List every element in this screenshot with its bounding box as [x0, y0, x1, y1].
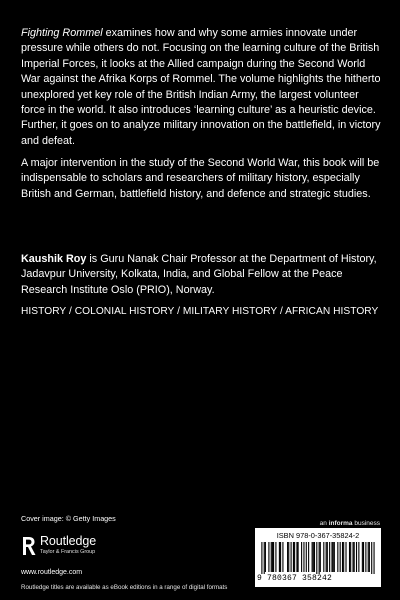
barcode-bar: [291, 542, 292, 572]
barcode-bar: [354, 542, 355, 572]
barcode-bar: [356, 542, 357, 572]
barcode-bar: [352, 542, 353, 572]
barcode-bar: [345, 542, 346, 572]
barcode-bar: [301, 542, 302, 572]
barcode-bar: [280, 542, 281, 572]
barcode-bar: [327, 542, 328, 572]
barcode-bar: [296, 542, 297, 572]
author-name: Kaushik Roy: [21, 253, 87, 265]
barcode-bar: [294, 542, 295, 572]
barcode-bar: [350, 542, 351, 572]
isbn-label: ISBN 978-0-367-35824-2: [276, 531, 360, 540]
isbn-barcode: [255, 528, 381, 587]
barcode-bar: [334, 542, 335, 572]
barcode-bar: [261, 542, 262, 574]
ebook-note: Routledge titles are available as eBook editions in a range of digital formats: [21, 584, 228, 591]
barcode-bar: [265, 542, 266, 572]
barcode-bar: [264, 542, 265, 574]
barcode-bar: [365, 542, 366, 572]
barcode-digits: 9 780367 358242: [257, 574, 333, 583]
barcode-bar: [287, 542, 288, 572]
blurb-paragraph-1: [21, 26, 383, 149]
barcode-bar: [313, 542, 314, 572]
barcode-bar: [337, 542, 338, 572]
barcode-bar: [282, 542, 283, 572]
cover-image-credit: Cover image: © Getty Images: [21, 514, 116, 523]
barcode-bars: [259, 542, 377, 574]
barcode-bar: [369, 542, 370, 572]
barcode-bar: [271, 542, 272, 572]
barcode-bar: [298, 542, 299, 572]
barcode-bar: [343, 542, 344, 572]
barcode-bar: [323, 542, 324, 572]
barcode-bar: [273, 542, 274, 572]
barcode-bar: [326, 542, 327, 572]
barcode-bar: [308, 542, 309, 572]
barcode-bar: [319, 542, 320, 574]
book-title-italic: Fighting Rommel: [21, 27, 103, 39]
barcode-bar: [374, 542, 375, 574]
barcode-bar: [316, 542, 317, 574]
barcode-bar: [268, 542, 269, 572]
informa-suffix: business: [352, 520, 380, 527]
barcode-bar: [349, 542, 350, 572]
publisher-url: www.routledge.com: [21, 569, 83, 576]
barcode-bar: [275, 542, 276, 572]
barcode-bar: [362, 542, 363, 572]
author-bio: [21, 252, 383, 298]
publisher-subtitle: Taylor & Francis Group: [40, 549, 96, 555]
blurb-paragraph-1-text: examines how and why some armies innovate under pressure while others do not. Focusing on the learning culture of the British Imperial Forces, it looks at the Allied campaign during the Second World War against the Afrika Korps of Rommel. The volume highlights the hitherto unexplored yet key role of the British Indian Army, the largest volunteer force in the world. It also introduces ‘learning culture’ as a heuristic device. Further, it goes on to analyze military innovation on the battlefield, in victory and defeat.: [21, 27, 381, 147]
routledge-r-icon: [21, 536, 36, 556]
barcode-bar: [333, 542, 334, 572]
barcode-bar: [340, 542, 341, 572]
barcode-bar: [358, 542, 359, 572]
publisher-name: Routledge: [40, 534, 97, 548]
barcode-bar: [293, 542, 294, 572]
blurb-paragraph-2: A major intervention in the study of the Second World War, this book will be indispensable to scholars and researchers of military history, especially British and German, battlefield history, and defence and strategic studies.: [21, 157, 380, 200]
author-bio-text: is Guru Nanak Chair Professor at the Department of History, Jadavpur University, Kolkata, India, and Global Fellow at the Peace Research Institute Oslo (PRIO), Norway.: [21, 253, 377, 296]
barcode-bar: [342, 542, 343, 572]
barcode-bar: [320, 542, 321, 572]
barcode-bar: [371, 542, 372, 574]
subject-categories: HISTORY / COLONIAL HISTORY / MILITARY HISTORY / AFRICAN HISTORY: [21, 306, 379, 317]
routledge-logo: [21, 534, 121, 564]
informa-business-tag: [320, 519, 380, 528]
barcode-bar: [303, 542, 304, 572]
barcode-bar: [272, 542, 273, 572]
informa-prefix: an: [319, 520, 329, 527]
barcode-bar: [368, 542, 369, 572]
barcode-bar: [306, 542, 307, 572]
barcode-bar: [279, 542, 280, 572]
barcode-bar: [312, 542, 313, 572]
barcode-bar: [314, 542, 315, 572]
barcode-bar: [329, 542, 330, 572]
barcode-bar: [288, 542, 289, 572]
barcode-bar: [363, 542, 364, 572]
informa-brand: informa: [328, 520, 353, 527]
barcode-bar: [331, 542, 332, 572]
